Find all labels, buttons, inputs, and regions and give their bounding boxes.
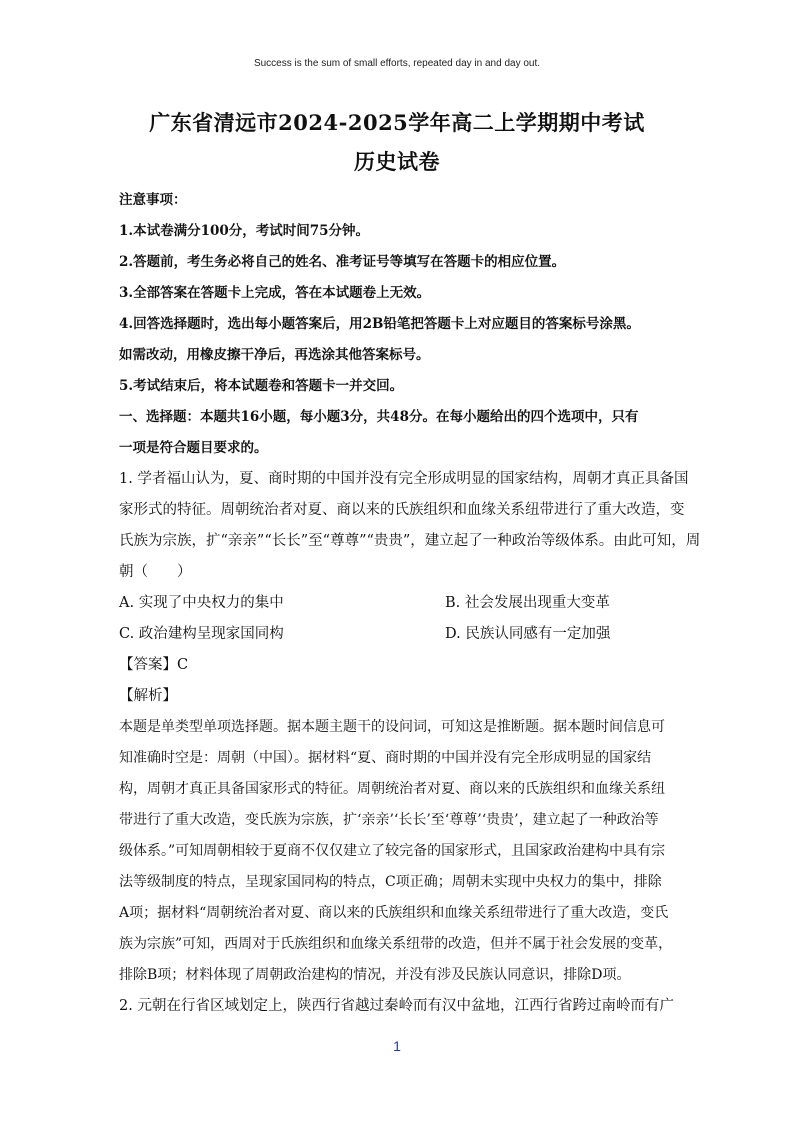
analysis-text: 排除B项；材料体现了周朝政治建构的情况，并没有涉及民族认同意识，排除D项。 xyxy=(119,967,631,983)
options-row xyxy=(119,588,679,619)
analysis-text: 构，周朝才真正具备国家形式的特征。周朝统治者对夏、商以来的氏族组织和血缘关系纽 xyxy=(119,781,665,797)
notes-item: 4.回答选择题时，选出每小题答案后，用2B铅笔把答题卡上对应题目的答案标号涂黑。 xyxy=(119,316,640,332)
analysis-text: A项；据材料“周朝统治者对夏、商以来的氏族组织和血缘关系纽带进行了重大改造，变氏 xyxy=(119,905,669,921)
notes-item: 1.本试卷满分100分，考试时间75分钟。 xyxy=(119,223,370,239)
analysis-text: 带进行了重大改造，变氏族为宗族，扩‘亲亲’‘长长’至‘尊尊’‘贵贵’，建立起了一种政治等 xyxy=(119,812,659,828)
notes-item: 如需改动，用橡皮擦干净后，再选涂其他答案标号。 xyxy=(119,347,430,363)
option-d: D. 民族认同感有一定加强 xyxy=(445,626,611,642)
notes-item: 3.全部答案在答题卡上完成，答在本试题卷上无效。 xyxy=(119,285,431,301)
option-a: A. 实现了中央权力的集中 xyxy=(119,595,284,611)
exam-subject: 历史试卷 xyxy=(354,149,440,174)
analysis-text: 法等级制度的特点，呈现家国同构的特点，C项正确；周朝未实现中央权力的集中，排除 xyxy=(119,874,662,890)
analysis-text: 本题是单类型单项选择题。据本题主题干的设问词，可知这是推断题。据本题时间信息可 xyxy=(119,719,665,735)
exam-title: 广东省清远市2024-2025学年高二上学期期中考试 xyxy=(149,110,645,135)
options-row xyxy=(119,619,679,650)
notes-heading: 注意事项： xyxy=(119,192,187,208)
page-number: 1 xyxy=(393,1038,401,1054)
document-body xyxy=(119,185,701,1022)
option-b: B. 社会发展出现重大变革 xyxy=(445,595,610,611)
analysis-label: 【解析】 xyxy=(119,688,177,704)
option-c: C. 政治建构呈现家国同构 xyxy=(119,626,284,642)
notes-item: 2.答题前，考生务必将自己的姓名、准考证号等填写在答题卡的相应位置。 xyxy=(119,254,566,270)
answer-label: 【答案】C xyxy=(119,657,189,673)
question-1-stem: 氏族为宗族，扩“亲亲”“长长”至“尊尊”“贵贵”，建立起了一种政治等级体系。由此可知，周 xyxy=(119,533,701,549)
question-1-stem: 1. 学者福山认为，夏、商时期的中国并没有完全形成明显的国家结构，周朝才真正具备国 xyxy=(119,471,689,487)
section-heading: 一、选择题：本题共16小题，每小题3分，共48分。在每小题给出的四个选项中，只有 xyxy=(119,409,639,425)
question-1-stem: 家形式的特征。周朝统治者对夏、商以来的氏族组织和血缘关系纽带进行了重大改造，变 xyxy=(119,502,685,518)
question-1-stem: 朝（ ） xyxy=(119,564,192,580)
analysis-text: 知准确时空是：周朝（中国）。据材料“夏、商时期的中国并没有完全形成明显的国家结 xyxy=(119,750,652,766)
analysis-text: 族为宗族”可知，西周对于氏族组织和血缘关系纽带的改造，但并不属于社会发展的变革， xyxy=(119,936,673,952)
header-motto: Success is the sum of small efforts, repeated day in and day out. xyxy=(253,58,541,69)
analysis-text: 级体系。”可知周朝相较于夏商不仅仅建立了较完备的国家形式，且国家政治建构中具有宗 xyxy=(119,843,666,859)
question-2-stem: 2. 元朝在行省区域划定上，陕西行省越过秦岭而有汉中盆地，江西行省跨过南岭而有广 xyxy=(119,998,674,1014)
section-heading: 一项是符合题目要求的。 xyxy=(119,440,268,456)
notes-item: 5.考试结束后，将本试题卷和答题卡一并交回。 xyxy=(119,378,404,394)
